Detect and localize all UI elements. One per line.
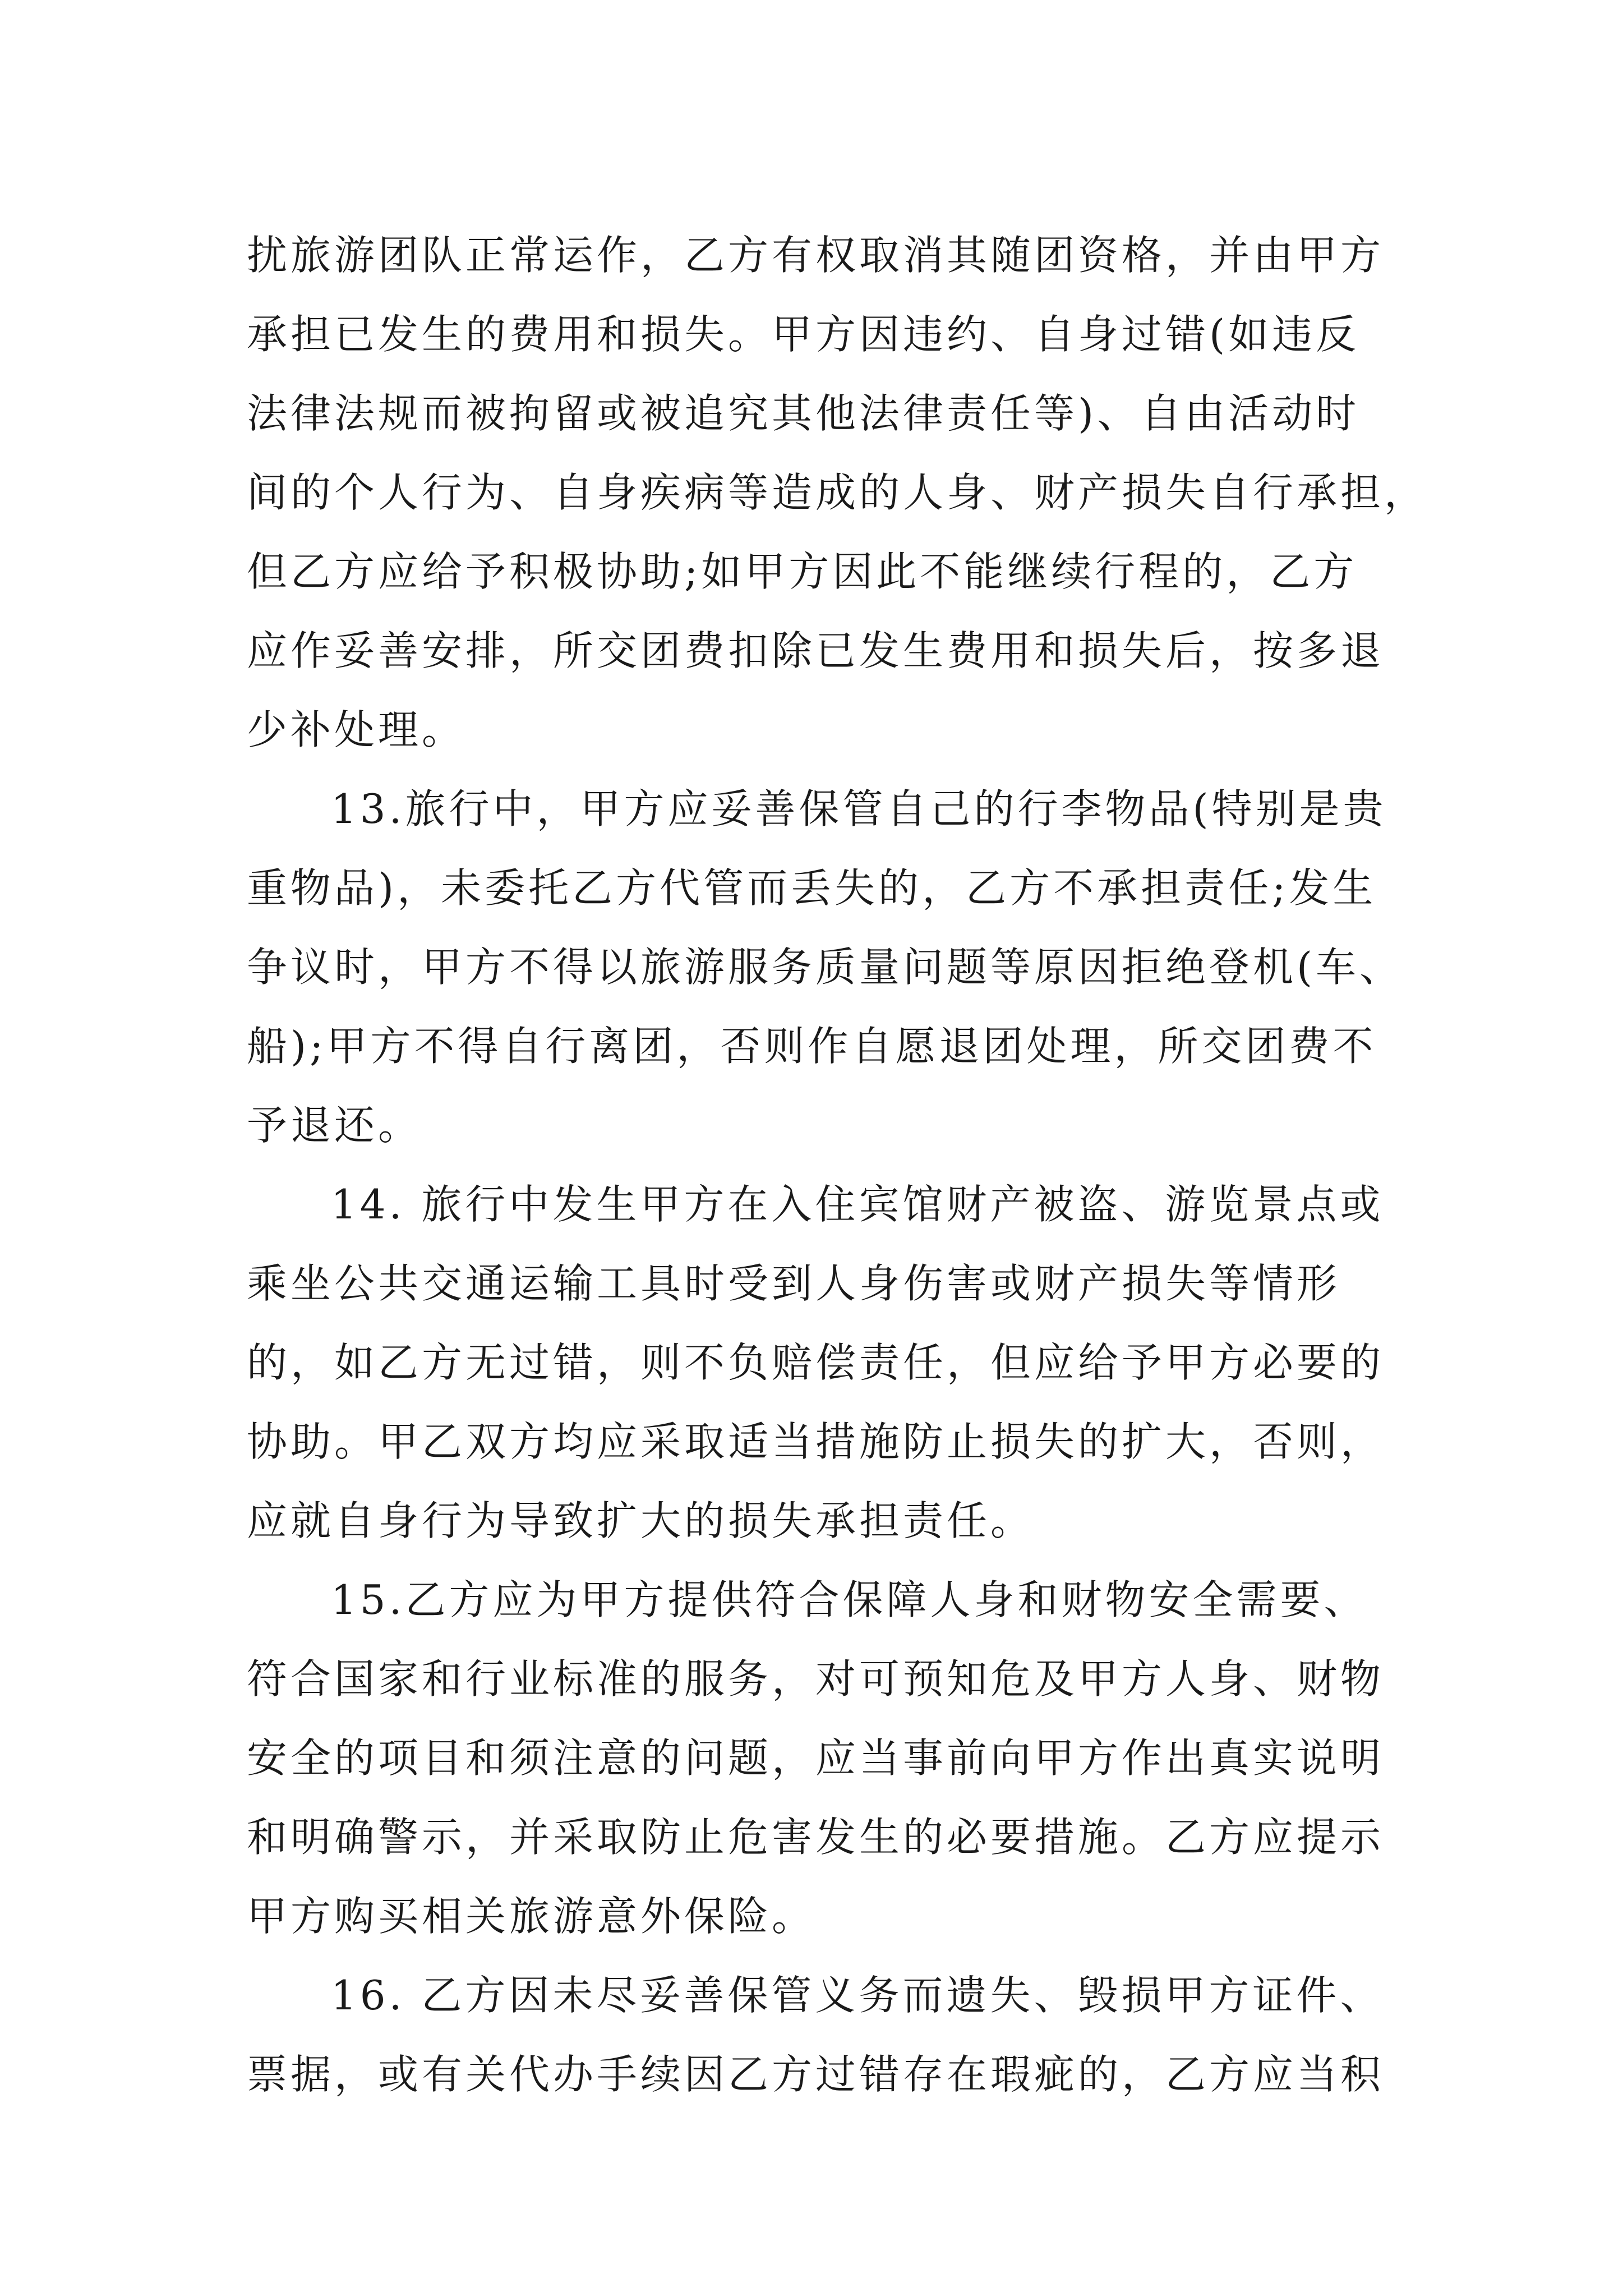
text-line: 甲方购买相关旅游意外保险。 [247, 1893, 816, 1940]
paragraph-15-start: 15.乙方应为甲方提供符合保障人身和财物安全需要、 [331, 1576, 1368, 1623]
paragraph-14-start: 14. 旅行中发生甲方在入住宾馆财产被盗、游览景点或 [331, 1181, 1384, 1228]
document-body [247, 216, 1428, 2114]
text-line: 应作妥善安排，所交团费扣除已发生费用和损失后，按多退 [247, 627, 1385, 674]
text-line: 的，如乙方无过错，则不负赔偿责任，但应给予甲方必要的 [247, 1339, 1385, 1386]
text-line: 予退还。 [247, 1102, 422, 1149]
text-line: 少补处理。 [247, 706, 466, 753]
text-line: 和明确警示，并采取防止危害发生的必要措施。乙方应提示 [247, 1814, 1385, 1861]
text-line: 符合国家和行业标准的服务，对可预知危及甲方人身、财物 [247, 1655, 1385, 1703]
paragraph-16-start: 16. 乙方因未尽妥善保管义务而遗失、毁损甲方证件、 [331, 1972, 1384, 2019]
text-line: 重物品)，未委托乙方代管而丢失的，乙方不承担责任;发生 [247, 864, 1377, 912]
text-line: 应就自身行为导致扩大的损失承担责任。 [247, 1497, 1035, 1544]
text-line: 票据，或有关代办手续因乙方过错存在瑕疵的，乙方应当积 [247, 2051, 1385, 2098]
text-line: 船);甲方不得自行离团，否则作自愿退团处理，所交团费不 [247, 1023, 1377, 1070]
text-line: 争议时，甲方不得以旅游服务质量问题等原因拒绝登机(车、 [247, 944, 1404, 991]
text-line: 法律法规而被拘留或被追究其他法律责任等)、自由活动时 [247, 390, 1360, 437]
text-line: 乘坐公共交通运输工具时受到人身伤害或财产损失等情形 [247, 1260, 1341, 1307]
text-line: 间的个人行为、自身疾病等造成的人身、财产损失自行承担， [247, 469, 1428, 516]
text-line: 但乙方应给予积极协助;如甲方因此不能继续行程的，乙方 [247, 548, 1358, 595]
text-line: 安全的项目和须注意的问题，应当事前向甲方作出真实说明 [247, 1734, 1385, 1782]
text-line: 承担已发生的费用和损失。甲方因违约、自身过错(如违反 [247, 311, 1360, 358]
text-line: 扰旅游团队正常运作，乙方有权取消其随团资格，并由甲方 [247, 232, 1385, 279]
paragraph-13-start: 13.旅行中，甲方应妥善保管自己的行李物品(特别是贵 [331, 785, 1387, 832]
text-line: 协助。甲乙双方均应采取适当措施防止损失的扩大，否则， [247, 1418, 1385, 1465]
